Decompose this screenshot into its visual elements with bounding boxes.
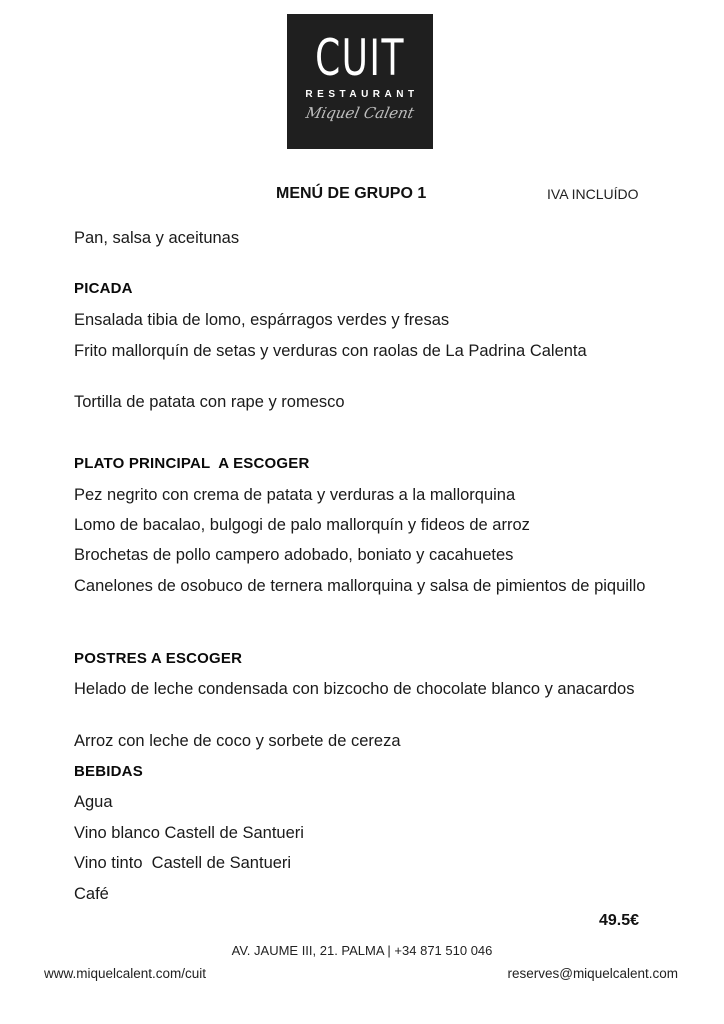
menu-item: Tortilla de patata con rape y romesco bbox=[74, 393, 345, 411]
menu-item: Ensalada tibia de lomo, espárragos verdes y fresas bbox=[74, 311, 450, 329]
footer-address: AV. JAUME III, 21. PALMA | +34 871 510 046 bbox=[231, 943, 493, 958]
tax-note: IVA INCLUÍDO bbox=[547, 186, 639, 202]
logo-signature: Miquel Calent bbox=[304, 104, 416, 122]
menu-item: Agua bbox=[74, 793, 113, 811]
menu-item: Café bbox=[74, 885, 109, 903]
section-heading-drinks: BEBIDAS bbox=[74, 763, 143, 780]
menu-item: Pez negrito con crema de patata y verduras a la mallorquina bbox=[74, 486, 516, 504]
logo-wordmark: CUIT bbox=[315, 29, 405, 87]
footer-website-link[interactable]: www.miquelcalent.com/cuit bbox=[44, 966, 207, 981]
logo-subtitle: RESTAURANT bbox=[305, 89, 419, 100]
menu-item: Canelones de osobuco de ternera mallorquina y salsa de pimientos de piquillo bbox=[74, 577, 646, 595]
menu-item: Frito mallorquín de setas y verduras con raolas de La Padrina Calenta bbox=[74, 342, 587, 360]
menu-item: Arroz con leche de coco y sorbete de cereza bbox=[74, 732, 401, 750]
restaurant-logo bbox=[287, 14, 433, 149]
menu-item: Vino tinto Castell de Santueri bbox=[74, 854, 292, 872]
menu-title: MENÚ DE GRUPO 1 bbox=[276, 185, 427, 202]
menu-item: Lomo de bacalao, bulgogi de palo mallorquín y fideos de arroz bbox=[74, 516, 530, 534]
section-heading-picada: PICADA bbox=[74, 280, 133, 297]
menu-item: Brochetas de pollo campero adobado, boniato y cacahuetes bbox=[74, 546, 514, 564]
footer-email-link[interactable]: reserves@miquelcalent.com bbox=[507, 966, 678, 981]
intro-item: Pan, salsa y aceitunas bbox=[74, 229, 240, 247]
menu-price: 49.5€ bbox=[599, 912, 640, 929]
section-heading-desserts: POSTRES A ESCOGER bbox=[74, 650, 243, 667]
menu-item: Vino blanco Castell de Santueri bbox=[74, 824, 304, 842]
menu-item: Helado de leche condensada con bizcocho de chocolate blanco y anacardos bbox=[74, 680, 635, 698]
section-heading-main-course: PLATO PRINCIPAL A ESCOGER bbox=[74, 455, 310, 472]
